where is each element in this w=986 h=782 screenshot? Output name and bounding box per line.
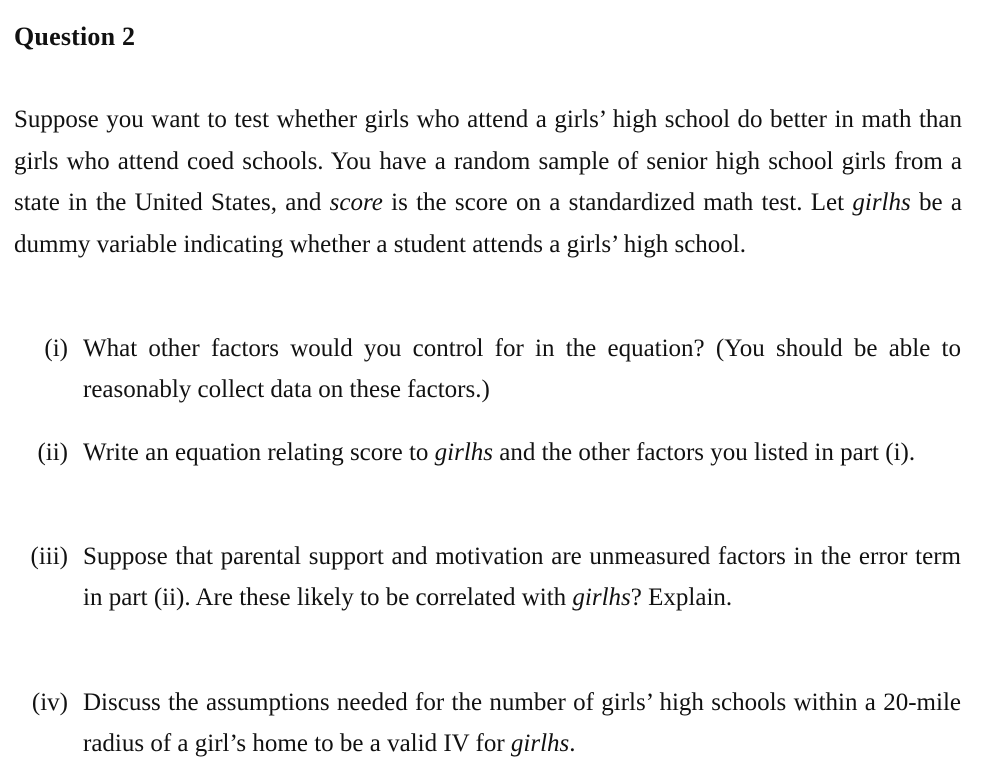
- part-label: (iv): [31, 689, 68, 716]
- variable-girlhs: girlhs: [852, 189, 911, 216]
- intro-text-2: is the score on a standardized math test. Let: [382, 189, 853, 216]
- variable-score: score: [329, 189, 383, 216]
- part-text-2: ? Explain.: [630, 584, 733, 611]
- variable-girlhs: girlhs: [572, 584, 631, 611]
- part-text-1: What other factors would you control for in the equation? (You should be able to reasonably collect data on these factors.): [83, 335, 961, 403]
- part-text: [83, 432, 961, 473]
- variable-girlhs: girlhs: [434, 439, 493, 466]
- part-text-1: Discuss the assumptions needed for the number of girls’ high schools within a 20-mile radius of a girl’s home to be a valid IV for: [83, 689, 961, 757]
- part-text: [83, 682, 961, 764]
- question-intro: [14, 99, 962, 265]
- part-text-2: and the other factors you listed in part (i).: [493, 439, 916, 466]
- part-text-1: Suppose that parental support and motivation are unmeasured factors in the error term in part (ii). Are these likely to be correlated with: [83, 543, 961, 611]
- part-label: (iii): [30, 543, 68, 570]
- part-text: [83, 328, 961, 410]
- part-label: (ii): [37, 439, 68, 466]
- question-title: Question 2: [14, 22, 136, 51]
- part-text-2: .: [569, 730, 576, 757]
- intro-text-3: be a dummy variable indicating whether a student attends a girls’ high school.: [14, 189, 962, 258]
- part-label: (i): [44, 335, 68, 362]
- intro-text-1: Suppose you want to test whether girls who attend a girls’ high school do better in math than girls who attend coed schools. You have a random sample of senior high school girls from a state in the United States, and: [14, 106, 962, 216]
- part-text: [83, 536, 961, 618]
- part-text-1: Write an equation relating score to: [83, 439, 435, 466]
- variable-girlhs: girlhs: [510, 730, 570, 757]
